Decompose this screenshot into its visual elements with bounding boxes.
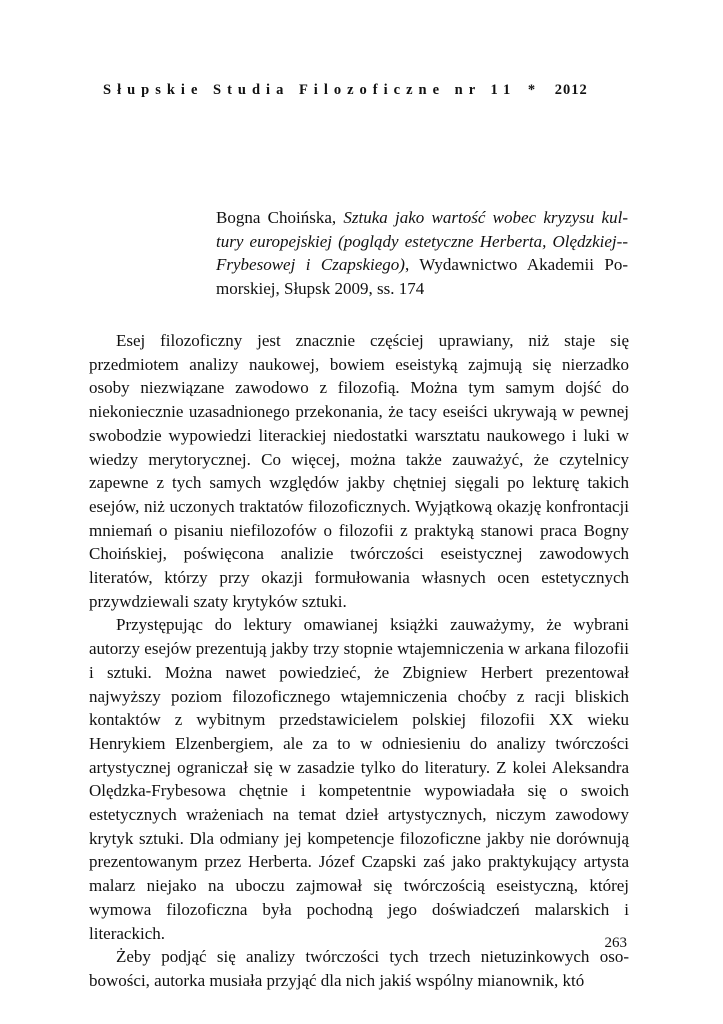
paragraph: Esej filozoficzny jest znacznie częściej uprawiany, niż staje się przedmiotem analizy naukowej, bowiem eseistyką zajmują się nierzadko osoby niezwiązane zawodowo z filozofią. Można tym samym dojść do niekoniecznie uzasadnionego przekonania, że tacy eseiści ukrywają w pewnej swobodzie wypowiedzi literackiej niedostatki warsztatu naukowego i luki w wiedzy merytorycznej. Co więcej, można także zauważyć, że czytelnicy zapewne z tych samych względów jakby chętniej sięgali po lekturę takich esejów, niż uczonych traktatów filozoficznych. Wyjątkową okazję konfrontacji mniemań o pisaniu niefilozofów o filozofii z praktyką stanowi praca Bogny Choińskiej, poświęcona analizie twórczości eseistycznej zawodowych literatów, którzy przy okazji formułowania własnych ocen estetycznych przywdziewali szaty krytyków sztuki.: [89, 331, 629, 611]
page-number: 263: [604, 935, 627, 951]
citation-title: Sztuka jako wartość wobec kryzysu kultury europejskiej (poglądy estetyczne Herberta, Olędzkiej-Frybesowej i Czapskiego): [216, 208, 628, 274]
paragraph: Przystępując do lektury omawianej książki zauważymy, że wybrani autorzy esejów prezentują jakby trzy stopnie wtajemniczenia w arkana filozofii i sztuki. Można nawet powiedzieć, że Zbigniew Herbert prezentował najwyższy poziom filozoficznego wtajemniczenia choćby z racji bliskich kontaktów z wybitnym przedstawicielem polskiej filozofii XX wieku Henrykiem Elzenbergiem, ale za to w odniesieniu do analizy twórczości artystycznej ograniczał się w zasadzie tylko do literatury. Z kolei Aleksandra Olędzka-Frybesowa chętnie i kompetentnie wypowiadała się o swoich estetycznych wrażeniach na temat dzieł artystycznych, niczym zawodowy krytyk sztuki. Dla odmiany jej kompetencje filozoficzne jakby nie dorównują prezentowanym przez Herberta. Józef Czapski zaś jako praktykujący artysta malarz niejako na uboczu zajmował się twórczością eseistyczną, której wymowa filozoficzna była pochodną jego doświadczeń malarskich i literackich.: [89, 615, 629, 943]
book-citation: [216, 206, 628, 300]
citation-publisher: , Wydawnictwo Akademii Pomorskiej, Słupsk 2009, ss. 174: [216, 255, 628, 298]
journal-title: Słupskie Studia Filozoficzne nr 11: [103, 82, 517, 98]
header-separator: *: [527, 82, 536, 98]
paragraph: Żeby podjąć się analizy twórczości tych trzech nietuzinkowych osobowości, autorka musiała przyjąć dla nich jakiś wspólny mianownik, któ: [89, 947, 629, 990]
citation-author: Bogna Choińska,: [216, 208, 344, 227]
running-header: [103, 81, 613, 99]
review-body: [89, 329, 629, 993]
publication-year: 2012: [554, 82, 588, 98]
